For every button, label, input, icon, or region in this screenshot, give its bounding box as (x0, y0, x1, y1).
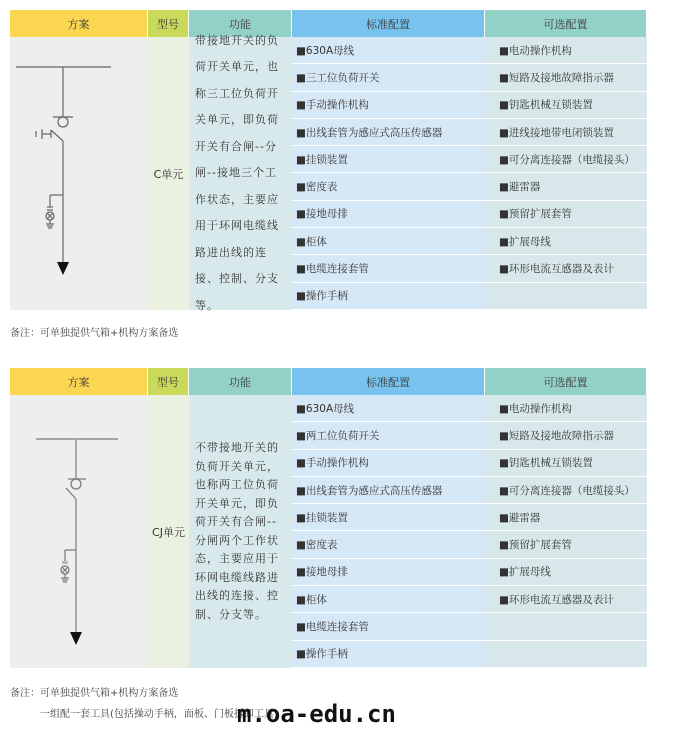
watermark: m.oa-edu.cn (237, 700, 396, 728)
header-standard: 标准配置 (292, 368, 485, 395)
optional-config-item: ■短路及接地故障指示器 (485, 64, 647, 91)
standard-config-item: ■接地母排 (292, 201, 485, 228)
header-function: 功能 (189, 10, 292, 37)
standard-config-item: ■操作手柄 (292, 641, 485, 668)
scheme-diagram-cell (10, 37, 148, 310)
optional-config-list (485, 37, 647, 310)
header-scheme: 方案 (10, 10, 148, 37)
standard-config-item: ■电缆连接套管 (292, 255, 485, 282)
function-description: 不带接地开关的负荷开关单元，也称两工位负荷开关单元，即负荷开关有合闸--分闸两个工作状态，主要应用于环网电缆线路进出线的连接、控制、分支等。 (195, 441, 279, 621)
standard-config-item: ■接地母排 (292, 559, 485, 586)
optional-config-item: ■扩展母线 (485, 228, 647, 255)
optional-config-item (485, 283, 647, 310)
optional-config-item: ■钥匙机械互锁装置 (485, 450, 647, 477)
optional-config-item (485, 613, 647, 640)
optional-config-item: ■进线接地带电闭锁装置 (485, 119, 647, 146)
note-tools: 一组配一套工具(包括操动手柄，面板、门板拆卸工具) (40, 709, 278, 720)
table-body (10, 395, 647, 668)
note-c-unit: 备注：可单独提供气箱+机构方案备选 (10, 328, 179, 339)
standard-config-item: ■630A母线 (292, 37, 485, 64)
standard-config-item: ■手动操作机构 (292, 92, 485, 119)
optional-config-list (485, 395, 647, 668)
header-function: 功能 (189, 368, 292, 395)
standard-config-item: ■630A母线 (292, 395, 485, 422)
optional-config-item: ■短路及接地故障指示器 (485, 422, 647, 449)
model-cell: CJ单元 (148, 395, 189, 668)
standard-config-item: ■两工位负荷开关 (292, 422, 485, 449)
standard-config-item: ■三工位负荷开关 (292, 64, 485, 91)
header-optional: 可选配置 (485, 10, 647, 37)
standard-config-item: ■出线套管为感应式高压传感器 (292, 119, 485, 146)
single-line-diagram-cj-icon (10, 395, 148, 668)
config-table-c-unit (10, 10, 647, 310)
optional-config-item: ■避雷器 (485, 173, 647, 200)
optional-config-item: ■环形电流互感器及表计 (485, 586, 647, 613)
function-description: 带接地开关的负荷开关单元，也称三工位负荷开关单元，即负荷开关有合闸--分闸--接地三个工作状态，主要应用于环网电缆线路进出线的连接、控制、分支等。 (195, 33, 279, 312)
single-line-diagram-c-icon (10, 37, 148, 310)
optional-config-item: ■预留扩展套管 (485, 201, 647, 228)
standard-config-list (292, 395, 485, 668)
optional-config-item: ■环形电流互感器及表计 (485, 255, 647, 282)
optional-config-item: ■预留扩展套管 (485, 531, 647, 558)
optional-config-item: ■电动操作机构 (485, 37, 647, 64)
header-scheme: 方案 (10, 368, 148, 395)
standard-config-item: ■挂锁装置 (292, 146, 485, 173)
standard-config-item: ■电缆连接套管 (292, 613, 485, 640)
standard-config-item: ■挂锁装置 (292, 504, 485, 531)
header-model: 型号 (148, 368, 189, 395)
header-standard: 标准配置 (292, 10, 485, 37)
optional-config-item: ■扩展母线 (485, 559, 647, 586)
function-cell (189, 395, 292, 668)
header-optional: 可选配置 (485, 368, 647, 395)
table-header-row (10, 10, 647, 37)
standard-config-item: ■密度表 (292, 173, 485, 200)
note-cj-unit: 备注：可单独提供气箱+机构方案备选 (10, 688, 179, 699)
standard-config-item: ■出线套管为感应式高压传感器 (292, 477, 485, 504)
optional-config-item: ■电动操作机构 (485, 395, 647, 422)
header-model: 型号 (148, 10, 189, 37)
standard-config-list (292, 37, 485, 310)
optional-config-item: ■可分离连接器（电缆接头） (485, 477, 647, 504)
standard-config-item: ■密度表 (292, 531, 485, 558)
standard-config-item: ■操作手柄 (292, 283, 485, 310)
model-cell: C单元 (148, 37, 189, 310)
standard-config-item: ■手动操作机构 (292, 450, 485, 477)
standard-config-item: ■柜体 (292, 586, 485, 613)
scheme-diagram-cell (10, 395, 148, 668)
table-body (10, 33, 647, 312)
standard-config-item: ■柜体 (292, 228, 485, 255)
table-header-row (10, 368, 647, 395)
function-cell (189, 33, 292, 312)
optional-config-item: ■可分离连接器（电缆接头） (485, 146, 647, 173)
optional-config-item: ■钥匙机械互锁装置 (485, 92, 647, 119)
optional-config-item (485, 641, 647, 668)
optional-config-item: ■避雷器 (485, 504, 647, 531)
config-table-cj-unit (10, 368, 647, 668)
